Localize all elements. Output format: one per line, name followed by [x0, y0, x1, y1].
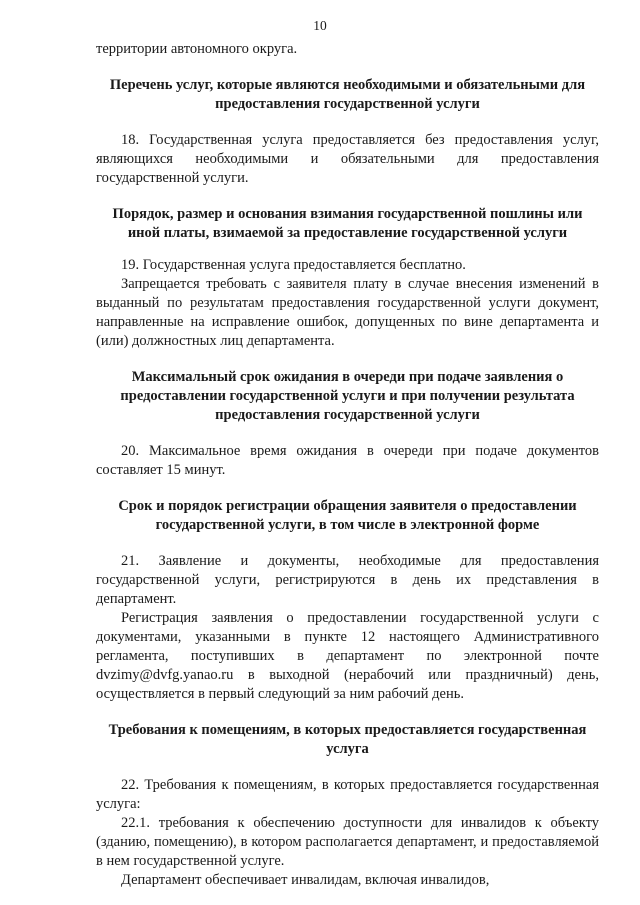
paragraph-21: 21. Заявление и документы, необходимые для предоставления государственной услуги, регистрируются в день их представления в департамент. [96, 553, 599, 607]
paragraph-20: 20. Максимальное время ожидания в очереди при подаче документов составляет 15 минут. [96, 443, 599, 478]
page-number: 10 [313, 18, 327, 33]
paragraph-18: 18. Государственная услуга предоставляется без предоставления услуг, являющихся необходимыми и обязательными для предоставления государственной услуги. [96, 132, 599, 186]
section-heading-registration: Срок и порядок регистрации обращения заявителя о предоставлении государственной услуги, в том числе в электронной форме [118, 498, 577, 533]
section-heading-services-list: Перечень услуг, которые являются необходимыми и обязательными для предоставления государственной услуги [109, 77, 586, 112]
paragraph-19-prohibition: Запрещается требовать с заявителя плату в случае внесения изменений в выданный по результатам предоставления государственной услуги документ, направленные на исправление ошибок, допущенных по вине департамента и (или) должностных лиц департамента. [96, 276, 599, 349]
paragraph-22-continuation: Департамент обеспечивает инвалидам, включая инвалидов, [121, 872, 490, 888]
paragraph-22-1: 22.1. требования к обеспечению доступности для инвалидов к объекту (зданию, помещению), в котором располагается департамент, и предоставляемой в нем государственной услуге. [96, 815, 599, 869]
paragraph-19: 19. Государственная услуга предоставляется бесплатно. [121, 257, 466, 273]
intro-line: территории автономного округа. [96, 41, 298, 57]
section-heading-fee: Порядок, размер и основания взимания государственной пошлины или иной платы, взимаемой за предоставление государственной услуги [112, 206, 583, 241]
section-heading-queue-time: Максимальный срок ожидания в очереди при подаче заявления о предоставлении государственной услуги и при получении результата предоставления государственной услуги [120, 369, 575, 423]
paragraph-21-registration: Регистрация заявления о предоставлении государственной услуги с документами, указанными в пункте 12 настоящего Административного регламента, поступивших в департамент по электронной почте dvzimy@dvfg.yanao.ru в выходной (нерабочий или праздничный) день, осуществляется в первый следующий за ним рабочий день. [96, 610, 599, 702]
page-content [96, 40, 599, 890]
section-heading-premises: Требования к помещениям, в которых предоставляется государственная услуга [108, 722, 587, 757]
paragraph-22: 22. Требования к помещениям, в которых предоставляется государственная услуга: [96, 777, 599, 812]
